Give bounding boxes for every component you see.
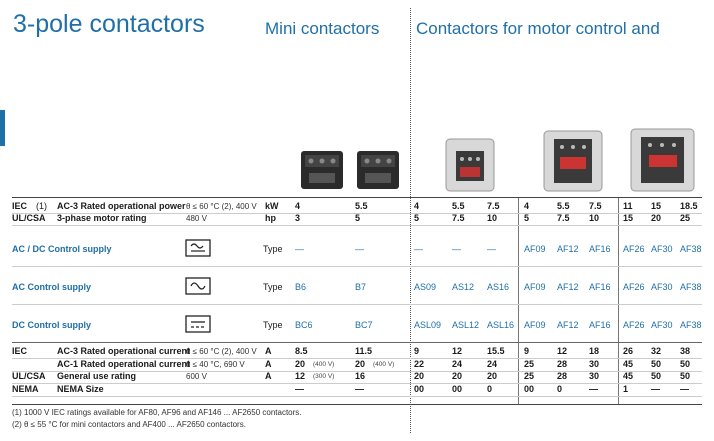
current-condition: θ ≤ 40 °C, 690 V: [186, 359, 245, 369]
type-code: —: [414, 244, 423, 254]
table-top-rule: [12, 197, 702, 198]
type-code: AF38: [680, 244, 702, 254]
type-code: AF12: [557, 282, 579, 292]
rating-value: 7.5: [487, 201, 500, 211]
rating-value: 7.5: [589, 201, 602, 211]
section-divider: [410, 8, 411, 433]
current-value: 22: [414, 358, 425, 369]
current-value: 38: [680, 346, 691, 356]
current-condition: θ ≤ 60 °C (2), 400 V: [186, 347, 257, 356]
type-code: ASL12: [452, 320, 480, 330]
table-bottom-rule: [12, 404, 702, 405]
row-rule: [12, 396, 702, 397]
row-rule: [12, 225, 702, 226]
unit-label: kW: [265, 201, 279, 211]
current-value: 20: [452, 371, 463, 381]
rating-condition: θ ≤ 60 °C (2), 400 V: [186, 202, 257, 211]
type-code: AS16: [487, 282, 510, 292]
current-value: 26: [623, 346, 634, 356]
type-code: —: [487, 244, 496, 254]
unit-label: A: [265, 371, 272, 381]
current-value: 25: [524, 371, 535, 381]
current-value: 30: [589, 358, 600, 369]
type-code: AF09: [524, 282, 546, 292]
rating-value: 5.5: [557, 201, 570, 211]
type-code: AF12: [557, 244, 579, 254]
current-description: NEMA Size: [57, 383, 104, 394]
ac-supply-icon: [183, 275, 213, 297]
current-value: 50: [651, 358, 662, 369]
rating-value: 20: [651, 213, 662, 223]
current-value: —: [295, 383, 304, 394]
current-value: 15.5: [487, 346, 505, 356]
rating-value: 4: [295, 201, 301, 211]
type-code: ASL09: [414, 320, 442, 330]
rating-value: 3: [295, 213, 301, 223]
mini-contactor-b6-image: [301, 151, 343, 189]
current-value: 16: [355, 371, 366, 381]
type-code: B7: [355, 282, 367, 292]
standard-label: UL/CSA: [12, 371, 46, 381]
type-code: AF09: [524, 244, 546, 254]
standard-label: NEMA: [12, 383, 39, 394]
unit-label: hp: [265, 213, 276, 223]
current-value: 00: [452, 383, 463, 394]
rating-value: 11: [623, 201, 633, 211]
rating-condition: 480 V: [186, 214, 207, 223]
standard-label: IEC: [12, 346, 28, 356]
rating-description: 3-phase motor rating: [57, 213, 147, 223]
type-code: AS09: [414, 282, 437, 292]
column-divider: [618, 197, 619, 405]
type-code: AF12: [557, 320, 579, 330]
current-value: 45: [623, 358, 634, 369]
current-value: —: [589, 383, 598, 394]
section-rule: [12, 342, 702, 343]
type-code: AF38: [680, 282, 702, 292]
rating-value: 4: [524, 201, 530, 211]
rating-value: 5: [355, 213, 361, 223]
type-code: ASL16: [487, 320, 515, 330]
type-label: Type: [263, 244, 283, 254]
standard-label: IEC: [12, 201, 28, 211]
type-label: Type: [263, 282, 283, 292]
type-code: AF16: [589, 282, 611, 292]
voltage-note: (400 V): [313, 360, 335, 368]
current-value: 28: [557, 358, 568, 369]
rating-description: AC-3 Rated operational power: [57, 201, 186, 211]
current-value: 20: [355, 358, 366, 369]
current-value: 45: [623, 371, 634, 381]
current-value: 8.5: [295, 346, 308, 356]
type-code: AF26: [623, 282, 645, 292]
rating-value: 10: [487, 213, 498, 223]
rating-value: 5: [414, 213, 420, 223]
current-value: 24: [452, 358, 463, 369]
rating-value: 5.5: [355, 201, 368, 211]
current-value: 50: [680, 371, 691, 381]
supply-label: AC / DC Control supply: [12, 244, 112, 254]
type-code: AF16: [589, 320, 611, 330]
current-value: 11.5: [355, 346, 373, 356]
type-code: —: [355, 244, 364, 254]
type-code: AF38: [680, 320, 702, 330]
rating-value: 25: [680, 213, 691, 223]
current-value: 20: [487, 371, 498, 381]
page-title: 3-pole contactors: [13, 10, 205, 38]
current-description: AC-3 Rated operational current: [57, 346, 191, 356]
current-value: 12: [452, 346, 463, 356]
current-value: 50: [651, 371, 662, 381]
current-condition: 600 V: [186, 372, 207, 381]
mini-contactor-images: [295, 145, 405, 195]
type-code: AF30: [651, 282, 673, 292]
af-large-contactor-image: [625, 123, 700, 195]
standard-label: UL/CSA: [12, 213, 46, 223]
current-description: General use rating: [57, 371, 137, 381]
rating-value: 4: [414, 201, 420, 211]
current-value: 20: [414, 371, 425, 381]
note-ref: (1): [36, 201, 47, 211]
current-value: 24: [487, 358, 498, 369]
type-code: AS12: [452, 282, 475, 292]
af-small-contactor-image: [538, 125, 608, 195]
current-value: 0: [557, 383, 563, 394]
unit-label: A: [265, 358, 272, 369]
type-code: AF30: [651, 320, 673, 330]
current-value: 00: [414, 383, 425, 394]
rating-value: 15: [651, 201, 662, 211]
voltage-note: (400 V): [373, 360, 395, 368]
current-value: 25: [524, 358, 535, 369]
type-code: B6: [295, 282, 307, 292]
row-rule: [12, 304, 702, 305]
current-description: AC-1 Rated operational current: [57, 358, 191, 369]
unit-label: A: [265, 346, 272, 356]
current-value: 12: [295, 371, 306, 381]
type-code: —: [452, 244, 461, 254]
voltage-note: (300 V): [313, 373, 335, 380]
rating-value: 18.5: [680, 201, 698, 211]
type-code: BC7: [355, 320, 373, 330]
mini-contactor-b7-image: [357, 151, 399, 189]
current-value: 20: [295, 358, 306, 369]
type-code: AF30: [651, 244, 673, 254]
rating-value: 15: [623, 213, 634, 223]
footnote-2: (2) θ ≤ 55 °C for mini contactors and AF400 ... AF2650 contactors.: [12, 420, 246, 429]
rating-value: 5: [524, 213, 530, 223]
current-value: 0: [487, 383, 493, 394]
row-rule: [12, 266, 702, 267]
rating-value: 5.5: [452, 201, 465, 211]
current-value: 12: [557, 346, 568, 356]
ac-dc-supply-icon: [183, 237, 213, 259]
as-contactor-image: [440, 133, 500, 195]
current-value: —: [680, 383, 689, 394]
type-code: AF09: [524, 320, 546, 330]
motor-contactors-heading: Contactors for motor control and: [416, 19, 660, 38]
type-code: AF26: [623, 320, 645, 330]
current-value: 9: [524, 346, 530, 356]
rating-value: 10: [589, 213, 600, 223]
current-value: 30: [589, 371, 600, 381]
current-value: 50: [680, 358, 691, 369]
supply-label: AC Control supply: [12, 282, 91, 292]
rating-value: 7.5: [452, 213, 465, 223]
current-value: 32: [651, 346, 662, 356]
section-marker: [0, 110, 5, 146]
type-code: —: [295, 244, 304, 254]
type-label: Type: [263, 320, 283, 330]
mini-contactors-heading: Mini contactors: [265, 19, 380, 38]
rating-value: 7.5: [557, 213, 570, 223]
type-code: AF26: [623, 244, 645, 254]
current-value: 1: [623, 383, 629, 394]
current-value: —: [355, 383, 364, 394]
dc-supply-icon: [183, 313, 213, 335]
current-value: 00: [524, 383, 535, 394]
type-code: BC6: [295, 320, 313, 330]
current-value: 28: [557, 371, 568, 381]
footnote-1: (1) 1000 V IEC ratings available for AF80, AF96 and AF146 ... AF2650 contactors.: [12, 408, 302, 417]
current-value: —: [651, 383, 660, 394]
type-code: AF16: [589, 244, 611, 254]
column-divider: [518, 197, 519, 405]
current-value: 18: [589, 346, 600, 356]
supply-label: DC Control supply: [12, 320, 91, 330]
current-value: 9: [414, 346, 420, 356]
